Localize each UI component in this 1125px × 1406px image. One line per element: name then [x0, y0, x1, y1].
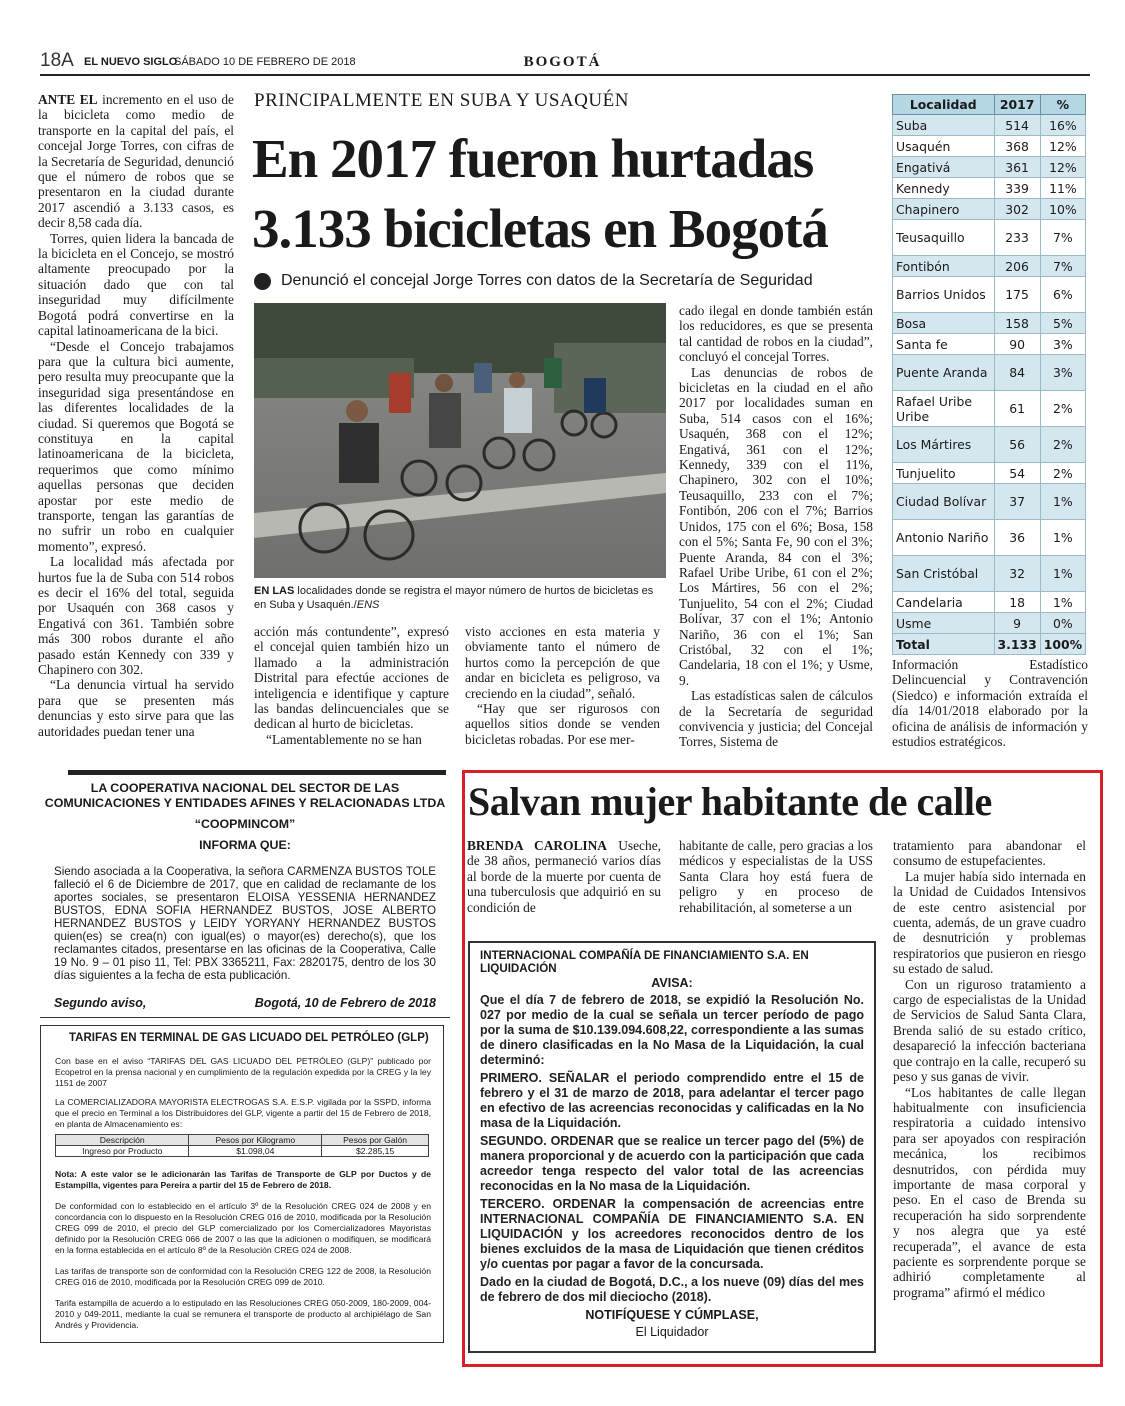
lead-in: ANTE EL [38, 92, 98, 107]
liquidation-paragraph: Dado en la ciudad de Bogotá, D.C., a los nueve (09) días del mes de febrero de dos mil dieciocho (2018). [480, 1275, 864, 1304]
table-total-row [893, 634, 1086, 655]
article-column-1 [38, 92, 234, 739]
locality-cell: Chapinero [893, 199, 995, 220]
table-row [893, 115, 1086, 136]
locality-cell: San Cristóbal [893, 556, 995, 592]
paragraph: cado ilegal en donde también están los reducidores, es que se presenta tal cantidad de robos en la ciudad”, concluyó el concejal Torres. [679, 303, 873, 365]
percent-cell: 7% [1040, 256, 1085, 277]
liquidation-paragraph: TERCERO. ORDENAR la compensación de acreencias entre INTERNACIONAL COMPAÑÍA DE FINANCIAMIENTO S.A. EN LIQUIDACIÓN y los acreedores reconocidos dentro de los bienes excluidos de la masa de Liquidación que tienen créditos y/o cuentas por pagar a favor de la concursada. [480, 1197, 864, 1271]
lead-in: BRENDA CAROLINA [467, 838, 607, 853]
percent-cell: 2% [1040, 427, 1085, 463]
liquidation-closing: NOTIFÍQUESE Y CÚMPLASE, [585, 1308, 759, 1322]
percent-cell: 11% [1040, 178, 1085, 199]
paragraph: “Hay que ser rigurosos con aquellos sitios donde se venden bicicletas robadas. Por ese mer- [465, 701, 660, 747]
count-cell: 302 [994, 199, 1040, 220]
locality-cell: Usaquén [893, 136, 995, 157]
secondary-column-1 [467, 838, 661, 915]
secondary-column-2 [679, 838, 873, 915]
count-cell: 9 [994, 613, 1040, 634]
table-row [893, 313, 1086, 334]
coopmincom-notice [40, 775, 450, 1018]
percent-cell: 5% [1040, 313, 1085, 334]
column-header: 2017 [994, 95, 1040, 115]
paragraph: “Los habitantes de calle llegan habitualmente con insuficiencia respiratoria a cuidado intensivo para ser apoyados con respiración mecánica, los recibimos desnutridos, con pérdida muy importante de masa corporal y peso. En el caso de Brenda su recuperación ha sido sorprendente y nos alegra que ya esté recuperada”, el avance de esta paciente es sorprendente porque se adhirió completamente al programa” afirmó el médico [893, 1084, 1086, 1300]
table-row [893, 334, 1086, 355]
percent-cell: 2% [1040, 463, 1085, 484]
percent-cell: 7% [1040, 220, 1085, 256]
count-cell: 361 [994, 157, 1040, 178]
article-headline: En 2017 fueron hurtadas 3.133 bicicletas en Bogotá [252, 128, 828, 259]
count-cell: 61 [994, 391, 1040, 427]
paragraph: incremento en el uso de la bicicleta como medio de transporte en la capital del país, el concejal Jorge Torres, con cifras de la Secretaría de Seguridad, denunció que el número de robos que se presentaron en la ciudad durante 2017 ascendió a 3.133 casos, es decir 8,58 cada día. [38, 92, 234, 231]
count-cell: 175 [994, 277, 1040, 313]
glp-paragraph: La COMERCIALIZADORA MAYORISTA ELECTROGAS S.A. E.S.P. vigilada por la SSPD, informa que el precio en Terminal a los Distribuidores del GLP, vigente a partir del 15 de Febrero de 2018, en planta de Almacenamiento es: [55, 1097, 431, 1129]
count-cell: 339 [994, 178, 1040, 199]
table-row [893, 178, 1086, 199]
table-row [893, 199, 1086, 220]
locality-cell: Total [893, 634, 995, 655]
paragraph: tratamiento para abandonar el consumo de estupefacientes. [893, 838, 1086, 869]
table-row [893, 520, 1086, 556]
paragraph: “La denuncia virtual ha servido para que se presenten más denuncias y esto sirve para que las autoridades puedan tener una [38, 677, 234, 739]
locality-cell: Usme [893, 613, 995, 634]
percent-cell: 10% [1040, 199, 1085, 220]
percent-cell: 3% [1040, 334, 1085, 355]
glp-cell: $1.098,04 [189, 1146, 322, 1157]
liquidation-paragraph: SEGUNDO. ORDENAR que se realice un tercer pago del (5%) de manera proporcional y de acuerdo con la participación que cada acreedor tenga respecto del valor total de las acreencias reconocidas en la No masa de la Liquidación. [480, 1134, 864, 1193]
count-cell: 368 [994, 136, 1040, 157]
theft-by-locality-table [892, 94, 1086, 655]
count-cell: 56 [994, 427, 1040, 463]
column-header: % [1040, 95, 1085, 115]
count-cell: 90 [994, 334, 1040, 355]
count-cell: 32 [994, 556, 1040, 592]
locality-cell: Ciudad Bolívar [893, 484, 995, 520]
percent-cell: 12% [1040, 136, 1085, 157]
locality-cell: Teusaquillo [893, 220, 995, 256]
count-cell: 84 [994, 355, 1040, 391]
notice-footer [54, 996, 436, 1010]
glp-price-table [55, 1134, 429, 1157]
count-cell: 158 [994, 313, 1040, 334]
section-title: BOGOTÁ [523, 54, 602, 70]
column-header: Localidad [893, 95, 995, 115]
secondary-headline: Salvan mujer habitante de calle [468, 779, 992, 824]
glp-cell: Ingreso por Producto [56, 1146, 189, 1157]
count-cell: 514 [994, 115, 1040, 136]
table-row [893, 220, 1086, 256]
table-row [893, 277, 1086, 313]
locality-cell: Engativá [893, 157, 995, 178]
paragraph: Useche, de 38 años, permaneció varios días al borde de la muerte por cuenta de una tuberculosis que adquirió en su condición de [467, 838, 661, 915]
photo-caption [254, 584, 666, 612]
percent-cell: 2% [1040, 391, 1085, 427]
table-row [893, 391, 1086, 427]
paragraph: Torres, quien lidera la bancada de la bicicleta en el Concejo, se mostró altamente preocupado por la situación dado que con tal inseguridad muy difícilmente Bogotá podrá convertirse en la capital latinoamericana de la bici. [38, 230, 234, 339]
table-row [893, 556, 1086, 592]
table-row [893, 463, 1086, 484]
notice-footer-right: Bogotá, 10 de Febrero de 2018 [254, 996, 436, 1010]
article-column-2 [254, 624, 449, 747]
glp-paragraph: De conformidad con lo establecido en el artículo 3º de la Resolución CREG 024 de 2008 y en concordancia con lo dispuesto en la Resolución CREG 016 de 2010, modificada por la Resolución CREG 099 de 2010, el precio del GLP comercializado por los Comercializadores Mayoristas definido por la Resolución CREG 066 de 2007 o las que la adicionen o modifiquen, se modificará en la forma establecida en el artículo 8º de la Resolución CREG 024 de 2008. [55, 1201, 431, 1255]
header-rule [40, 74, 1090, 76]
glp-tariff-notice [40, 1025, 444, 1343]
percent-cell: 16% [1040, 115, 1085, 136]
glp-paragraph: Con base en el aviso “TARIFAS DEL GAS LICUADO DEL PETRÓLEO (GLP)” publicado por Ecopetrol en la prensa nacional y en cumplimiento de la regulación expedida por la CREG y la ley 1151 de 2007 [55, 1056, 431, 1088]
liquidation-notice-avisa: AVISA: [651, 976, 693, 990]
table-row [893, 592, 1086, 613]
liquidation-signature: El Liquidador [635, 1325, 709, 1339]
percent-cell: 1% [1040, 592, 1085, 613]
notice-title-line: LA COOPERATIVA NACIONAL DEL SECTOR DE LAS [90, 781, 400, 795]
paragraph: acción más contundente”, expresó el concejal quien también hizo un llamado a la administración Distrital para efectúe acciones de inteligencia e identifique y capture las bandas delincuenciales que se dedican al hurto de bicicletas. [254, 624, 449, 732]
paragraph: “Lamentablemente no se han [266, 731, 422, 747]
count-cell: 36 [994, 520, 1040, 556]
percent-cell: 1% [1040, 484, 1085, 520]
glp-column-header: Pesos por Galón [322, 1135, 429, 1146]
locality-cell: Suba [893, 115, 995, 136]
caption-credit: ENS [356, 599, 380, 611]
notice-title-line: COMUNICACIONES Y ENTIDADES AFINES Y RELACIONADAS LTDA [44, 796, 446, 810]
article-deck [254, 272, 813, 290]
locality-cell: Candelaria [893, 592, 995, 613]
secondary-column-3 [893, 838, 1086, 1300]
locality-cell: Santa fe [893, 334, 995, 355]
table-row [893, 427, 1086, 463]
table-row [893, 355, 1086, 391]
table-row [893, 136, 1086, 157]
percent-cell: 100% [1040, 634, 1085, 655]
paragraph: visto acciones en esta materia y obviamente tanto el número de hurtos como la percepción de que andar en bicicleta es peligroso, va creciendo en la ciudad”, señaló. [465, 624, 660, 701]
locality-cell: Bosa [893, 313, 995, 334]
percent-cell: 3% [1040, 355, 1085, 391]
percent-cell: 6% [1040, 277, 1085, 313]
locality-cell: Rafael Uribe Uribe [893, 391, 995, 427]
notice-title-line: INFORMA QUE: [199, 838, 291, 852]
caption-lead: EN LAS [254, 585, 295, 597]
table-row [893, 157, 1086, 178]
notice-title-line: “COOPMINCOM” [194, 817, 296, 831]
glp-cell: $2.285,15 [322, 1146, 429, 1157]
paragraph: Las denuncias de robos de bicicletas en la ciudad en el año 2017 por localidades suman en Suba, 514 casos con el 16%; Usaquén, 368 con el 12%; Engativá, 361 con el 12%; Kennedy, 339 con el 11%, Chapinero, 302 con el 10%; Teusaquillo, 233 con el 7%; Fontibón, 206 con el 7%; Barrios Unidos, 175 con el 6%; Bosa, 158 con el 5%; Santa Fe, 90 con el 3%; Puente Aranda, 84 con el 3%; Rafael Uribe Uribe, 61 con el 2%; Los Mártires, 56 con el 2%; Tunjuelito, 54 con el 2%; Ciudad Bolívar, 37 con el 1%; Antonio Nariño, 36 con el 1%; San Cristóbal, 32 con el 1%; Candelaria, 18 con el 1%; y Usme, 9. [679, 364, 873, 688]
locality-cell: Puente Aranda [893, 355, 995, 391]
liquidation-paragraph: PRIMERO. SEÑALAR el periodo comprendido entre el 15 de febrero y el 31 de marzo de 2018, para adelantar el tercer pago en efectivo de las acreencias reconocidas y calificadas en la No masa de la Liquidación. [480, 1071, 864, 1130]
paragraph: habitante de calle, pero gracias a los médicos y especialistas de la USS Santa Clara hoy está fuera de peligro y en proceso de rehabilitación, al someterse a un [679, 838, 873, 915]
locality-cell: Los Mártires [893, 427, 995, 463]
paragraph: Con un riguroso tratamiento a cargo de especialistas de la Unidad de Servicios de Salud Santa Clara, Brenda salió de su estado crítico, desapareció la infección bacteriana que contrajo en la calle, recuperó su peso y sus ganas de vivir. [893, 976, 1086, 1085]
newspaper-name: EL NUEVO SIGLO [84, 56, 178, 68]
locality-cell: Tunjuelito [893, 463, 995, 484]
liquidation-notice-title: INTERNACIONAL COMPAÑÍA DE FINANCIAMIENTO S.A. EN LIQUIDACIÓN [480, 949, 809, 975]
glp-column-header: Pesos por Kilogramo [189, 1135, 322, 1146]
paragraph: “Desde el Concejo trabajamos para que la cultura bici aumente, pero resulta muy preocupante que la inseguridad siga presentándose en las diferentes localidades de la ciudad. Si queremos que Bogotá se constituya en la capital latinoamericana de la bicicleta, requerimos que como mínimo aquellas personas que deciden apostar por este medio de transporte, tengan las garantías de no sufrir un robo en cualquier momento”, expresó. [38, 338, 234, 554]
glp-paragraph: Nota: A este valor se le adicionarán las Tarifas de Transporte de GLP por Ductos y de Estampilla, vigentes para Pereira a partir del 15 de Febrero de 2018. [55, 1169, 431, 1190]
liquidation-paragraph: Que el día 7 de febrero de 2018, se expidió la Resolución No. 027 por medio de la cual se señala un tercer período de pago por la suma de $10.139.094.608,22, correspondiente a las sumas de dinero clasificadas en la No Masa de la Liquidación, la cual determinó: [480, 993, 864, 1067]
count-cell: 3.133 [994, 634, 1040, 655]
paragraph: Las estadísticas salen de cálculos de la Secretaría de seguridad convivencia y justicia; del Concejal Torres, Sistema de [679, 688, 873, 750]
locality-cell: Barrios Unidos [893, 277, 995, 313]
caption-text: localidades donde se registra el mayor número de hurtos de bicicletas es en Suba y Usaquén./ [254, 585, 654, 611]
table-row [893, 484, 1086, 520]
glp-paragraph: Tarifa estampilla de acuerdo a lo estipulado en las Resoluciones CREG 050-2009, 180-2009, 004-2010 y 049-2011, mediante la cual se remunera el transporte de producto al archipiélago de San Andrés y Providencia. [55, 1298, 431, 1330]
glp-paragraph: Las tarifas de transporte son de conformidad con la Resolución CREG 122 de 2008, la Resolución CREG 016 de 2010, modificada por la Resolución CREG 099 de 2010. [55, 1266, 431, 1287]
notice-body: Siendo asociada a la Cooperativa, la señora CARMENZA BUSTOS TOLE falleció el 6 de Diciembre de 2017, que en calidad de reclamante de los aportes sociales, se presentaron ELOISA YESSENIA HERNANDEZ BUSTOS, EDNA SOFIA HERNANDEZ BUSTOS, JOSE ALBERTO HERNANDEZ BUSTOS y LEIDY YORYANY HERNANDEZ BUSTOS quien(es) se crea(n) con igual(es) o mayor(es) derecho(s), que los reclamantes citados, presentarse en las oficinas de la Cooperativa, Calle 19 No. 9 – 01 piso 11, Tel: PBX 3365211, Fax: 2820175, dentro de los 30 días siguientes a la fecha de esta publicación. [54, 865, 436, 982]
locality-cell: Fontibón [893, 256, 995, 277]
table-row [893, 613, 1086, 634]
count-cell: 37 [994, 484, 1040, 520]
count-cell: 233 [994, 220, 1040, 256]
count-cell: 206 [994, 256, 1040, 277]
photo-illustration [254, 303, 666, 578]
article-column-3 [465, 624, 660, 747]
paragraph: La localidad más afectada por hurtos fue la de Suba con 514 robos es decir el 16% del total, seguida por Usaquén con 368 casos y Engativá con 361. También sobre más 300 robos durante el año pasado están Kennedy con 339 y Chapinero con 302. [38, 554, 234, 678]
percent-cell: 1% [1040, 556, 1085, 592]
page-number: 18A [40, 50, 74, 71]
deck-text: Denunció el concejal Jorge Torres con datos de la Secretaría de Seguridad [281, 272, 813, 289]
article-kicker: PRINCIPALMENTE EN SUBA Y USAQUÉN [254, 90, 629, 111]
notice-footer-left: Segundo aviso, [54, 996, 147, 1010]
bullet-icon [254, 273, 271, 290]
count-cell: 18 [994, 592, 1040, 613]
locality-cell: Antonio Nariño [893, 520, 995, 556]
glp-title: TARIFAS EN TERMINAL DE GAS LICUADO DEL PETRÓLEO (GLP) [69, 1032, 429, 1044]
percent-cell: 0% [1040, 613, 1085, 634]
percent-cell: 1% [1040, 520, 1085, 556]
glp-column-header: Descripción [56, 1135, 189, 1146]
percent-cell: 12% [1040, 157, 1085, 178]
paragraph: La mujer había sido internada en la Unidad de Cuidados Intensivos de este centro asistencial por cuenta, además, de un grave cuadro de desnutrición y problemas respiratorios que pusieron en riesgo su estado de salud. [893, 868, 1086, 977]
table-row [893, 256, 1086, 277]
locality-cell: Kennedy [893, 178, 995, 199]
notice-title [40, 781, 450, 853]
count-cell: 54 [994, 463, 1040, 484]
cyclists-photo [254, 303, 666, 578]
liquidation-notice [468, 941, 876, 1353]
table-source-note: Información Estadístico Delincuencial y Contravención (Siedco) e información extraída el día 14/01/2018 elaborado por la oficina de análisis de información y estudios estratégicos. [892, 657, 1088, 750]
issue-date: SÁBADO 10 DE FEBRERO DE 2018 [174, 56, 356, 68]
article-column-4 [679, 303, 873, 750]
